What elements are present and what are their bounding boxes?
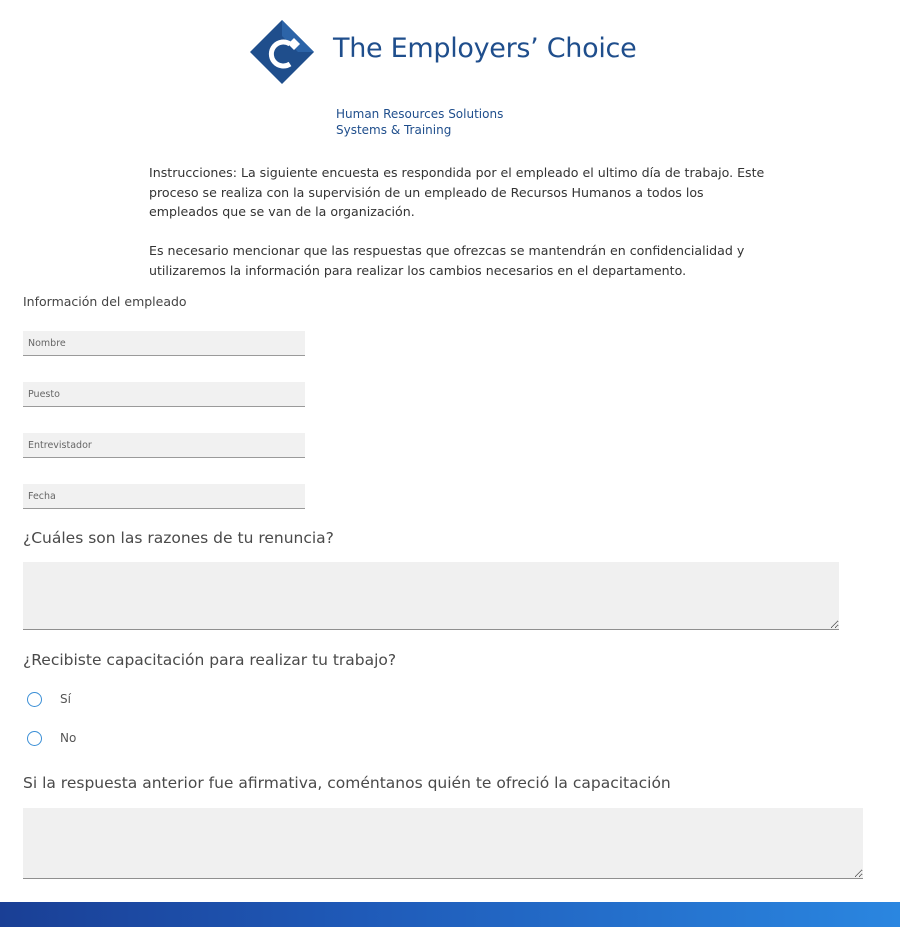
question-training-received: ¿Recibiste capacitación para realizar tu trabajo? — [23, 651, 397, 669]
trainer-textarea[interactable] — [23, 808, 863, 879]
radio-no-circle[interactable] — [27, 731, 42, 746]
company-logo — [250, 20, 314, 84]
question-resignation-reasons: ¿Cuáles son las razones de tu renuncia? — [23, 529, 334, 547]
radio-yes-label: Sí — [60, 692, 71, 706]
interviewer-input[interactable] — [23, 433, 305, 458]
brand-subtitle-line2: Systems & Training — [336, 123, 452, 137]
brand-subtitle — [336, 106, 503, 138]
instructions — [149, 163, 769, 280]
brand-title: The Employers’ Choice — [333, 33, 637, 64]
radio-no-label: No — [60, 731, 77, 745]
radio-option-yes[interactable] — [27, 689, 71, 709]
question-trainer: Si la respuesta anterior fue afirmativa, coméntanos quién te ofreció la capacitación — [23, 774, 671, 792]
radio-yes-circle[interactable] — [27, 692, 42, 707]
resignation-reasons-textarea[interactable] — [23, 562, 839, 630]
footer-bar — [0, 902, 900, 927]
instructions-paragraph-1: Instrucciones: La siguiente encuesta es respondida por el empleado el ultimo día de trabajo. Este proceso se realiza con la supervisión de un empleado de Recursos Humanos a todos los empleados que se van de la organización. — [149, 165, 765, 219]
name-input[interactable] — [23, 331, 305, 356]
radio-option-no[interactable] — [27, 728, 76, 748]
position-input[interactable] — [23, 382, 305, 407]
brand-subtitle-line1: Human Resources Solutions — [336, 107, 504, 121]
instructions-paragraph-2: Es necesario mencionar que las respuestas que ofrezcas se mantendrán en confidencialidad y utilizaremos la información para realizar los cambios necesarios en el departamento. — [149, 243, 745, 278]
employee-info-label: Información del empleado — [23, 294, 187, 309]
date-input[interactable] — [23, 484, 305, 509]
